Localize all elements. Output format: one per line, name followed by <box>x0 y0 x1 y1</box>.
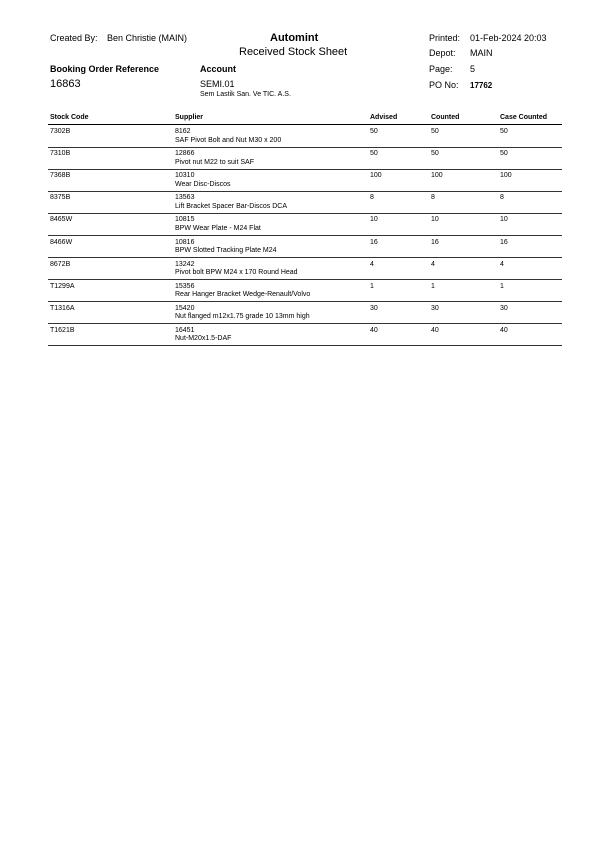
case-counted-cell: 30 <box>500 304 508 312</box>
document-title: Received Stock Sheet <box>239 46 348 58</box>
supplier-code-cell: 10815 <box>175 216 195 224</box>
case-counted-cell: 100 <box>500 172 512 180</box>
supplier-code-cell: 10310 <box>175 172 195 180</box>
column-header-stock-code: Stock Code <box>50 114 89 121</box>
description-cell: Nut-M20x1.5-DAF <box>175 335 232 343</box>
description-cell: BPW Slotted Tracking Plate M24 <box>175 247 277 254</box>
row-divider <box>48 345 562 346</box>
advised-cell: 4 <box>370 260 374 268</box>
case-counted-cell: 16 <box>500 238 508 246</box>
stock-code-cell: T1621B <box>50 326 75 334</box>
column-header-counted: Counted <box>431 114 460 121</box>
row-divider <box>48 147 562 148</box>
booking-ref-label: Booking Order Reference <box>50 64 160 74</box>
counted-cell: 4 <box>431 260 435 268</box>
created-by-value: Ben Christie (MAIN) <box>107 33 188 43</box>
column-header-supplier: Supplier <box>175 114 204 121</box>
po-label: PO No: <box>429 80 459 90</box>
stock-code-cell: T1316A <box>50 304 75 312</box>
column-header-advised: Advised <box>370 114 398 121</box>
advised-cell: 40 <box>370 326 378 334</box>
supplier-code-cell: 13242 <box>175 260 195 268</box>
stock-code-cell: 7368B <box>50 172 71 180</box>
supplier-code-cell: 13563 <box>175 194 195 202</box>
supplier-code-cell: 12866 <box>175 150 195 158</box>
created-by-label: Created By: <box>50 33 98 43</box>
stock-code-cell: 8375B <box>50 194 71 202</box>
row-divider <box>48 235 562 236</box>
advised-cell: 1 <box>370 282 374 290</box>
supplier-code-cell: 10816 <box>175 238 195 246</box>
supplier-code-cell: 16451 <box>175 326 195 334</box>
po-number: 17762 <box>470 81 493 90</box>
counted-cell: 10 <box>431 216 439 224</box>
counted-cell: 50 <box>431 128 439 135</box>
description-cell: Wear Disc-Discos <box>175 180 231 188</box>
counted-cell: 30 <box>431 304 439 312</box>
column-header-case-counted: Case Counted <box>500 114 548 121</box>
row-divider <box>48 169 562 170</box>
page-number: 5 <box>470 64 476 74</box>
stock-code-cell: T1299A <box>50 282 75 290</box>
case-counted-cell: 10 <box>500 216 508 224</box>
description-cell: BPW Wear Plate - M24 Flat <box>175 224 261 232</box>
depot-label: Depot: <box>429 48 456 58</box>
supplier-code-cell: 8162 <box>175 128 191 135</box>
description-cell: Lift Bracket Spacer Bar-Discos DCA <box>175 202 288 210</box>
advised-cell: 30 <box>370 304 378 312</box>
depot-value: MAIN <box>470 48 493 58</box>
case-counted-cell: 50 <box>500 150 508 158</box>
row-divider <box>48 279 562 280</box>
header-rule <box>48 124 562 125</box>
company-name: Automint <box>270 32 319 44</box>
case-counted-cell: 1 <box>500 282 504 290</box>
row-divider <box>48 213 562 214</box>
stock-code-cell: 8465W <box>50 216 73 224</box>
row-divider <box>48 323 562 324</box>
advised-cell: 50 <box>370 150 378 158</box>
description-cell: Nut flanged m12x1.75 grade 10 13mm high <box>175 313 310 321</box>
case-counted-cell: 8 <box>500 194 504 202</box>
description-cell: Pivot nut M22 to suit SAF <box>175 158 254 166</box>
account-label: Account <box>200 64 236 74</box>
stock-code-cell: 8672B <box>50 260 71 268</box>
description-cell: SAF Pivot Bolt and Nut M30 x 200 <box>175 136 282 144</box>
supplier-code-cell: 15356 <box>175 282 195 290</box>
row-divider <box>48 191 562 192</box>
advised-cell: 10 <box>370 216 378 224</box>
row-divider <box>48 301 562 302</box>
counted-cell: 50 <box>431 150 439 158</box>
case-counted-cell: 50 <box>500 128 508 135</box>
counted-cell: 1 <box>431 282 435 290</box>
booking-ref-value: 16863 <box>50 78 81 90</box>
counted-cell: 16 <box>431 238 439 246</box>
case-counted-cell: 4 <box>500 260 504 268</box>
stock-code-cell: 7310B <box>50 150 71 158</box>
advised-cell: 16 <box>370 238 378 246</box>
stock-code-cell: 7302B <box>50 128 71 135</box>
account-code: SEMI.01 <box>200 79 235 89</box>
account-name: Sem Lastik San. Ve TIC. A.S. <box>200 91 291 98</box>
description-cell: Pivot bolt BPW M24 x 170 Round Head <box>175 269 298 277</box>
case-counted-cell: 40 <box>500 326 508 334</box>
printed-label: Printed: <box>429 33 461 43</box>
advised-cell: 8 <box>370 194 374 202</box>
row-divider <box>48 257 562 258</box>
supplier-code-cell: 15420 <box>175 304 195 312</box>
advised-cell: 100 <box>370 172 382 180</box>
counted-cell: 100 <box>431 172 443 180</box>
printed-value: 01-Feb-2024 20:03 <box>470 33 547 43</box>
counted-cell: 40 <box>431 326 439 334</box>
advised-cell: 50 <box>370 128 378 135</box>
description-cell: Rear Hanger Bracket Wedge-Renault/Volvo <box>175 291 311 299</box>
page-label: Page: <box>429 64 453 74</box>
counted-cell: 8 <box>431 194 435 202</box>
stock-code-cell: 8466W <box>50 238 73 246</box>
